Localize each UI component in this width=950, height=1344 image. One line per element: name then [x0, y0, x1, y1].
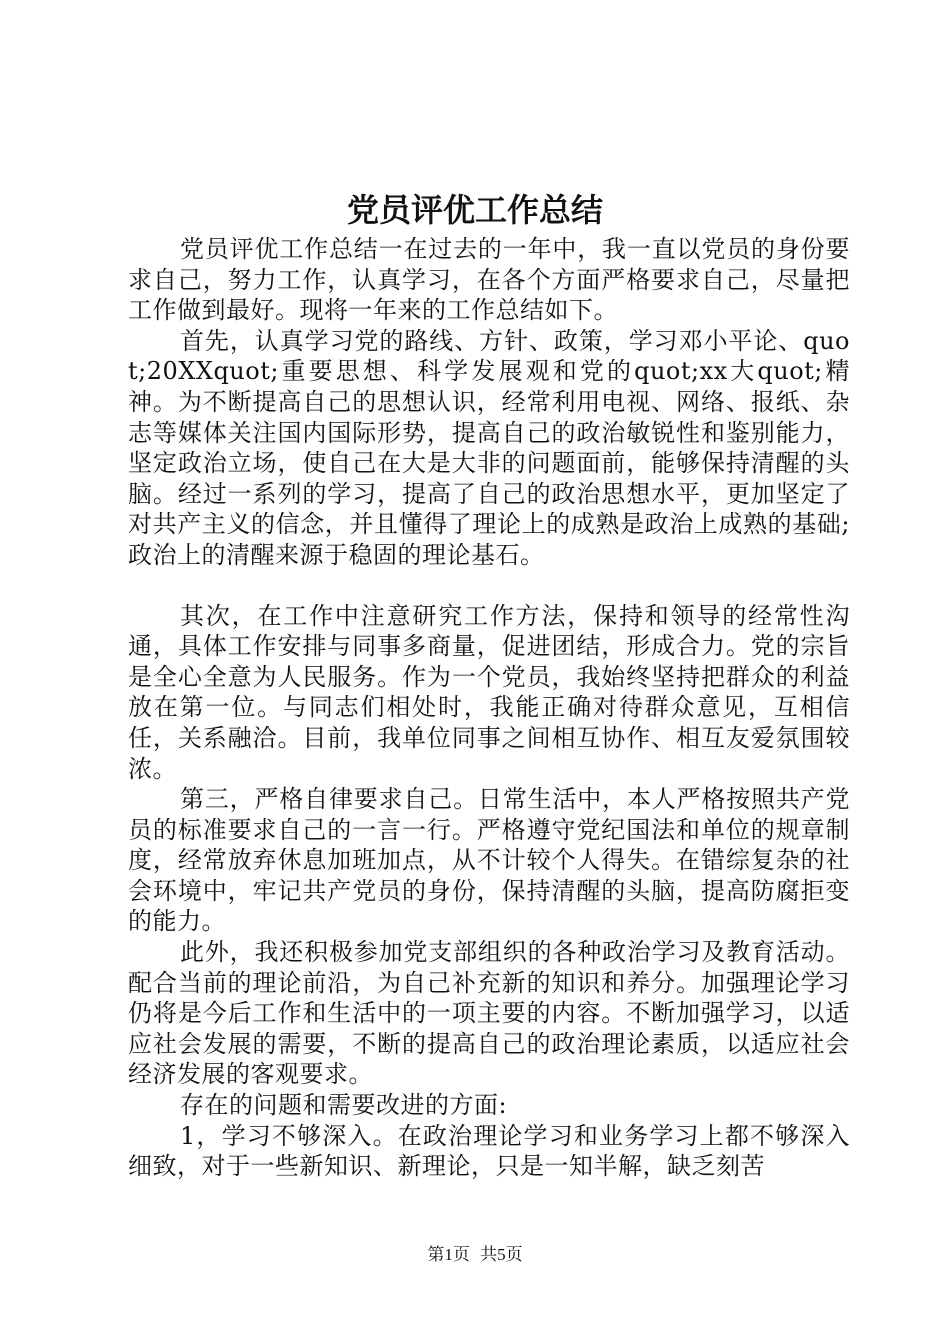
paragraph-third: 第三，严格自律要求自己。日常生活中，本人严格按照共产党员的标准要求自己的一言一行。严格遵守党纪国法和单位的规章制度，经常放弃休息加班加点，从不计较个人得失。在错综复杂的社会环境中，牢记共产党员的身份，保持清醒的头脑，提高防腐拒变的能力。	[128, 785, 850, 936]
document-title: 党员评优工作总结	[346, 191, 603, 229]
paragraph-second: 其次，在工作中注意研究工作方法，保持和领导的经常性沟通，具体工作安排与同事多商量，促进团结，形成合力。党的宗旨是全心全意为人民服务。作为一个党员，我始终坚持把群众的利益放在第一位。与同志们相处时，我能正确对待群众意见，互相信任，关系融洽。目前，我单位同事之间相互协作、相互友爱氛围较浓。	[128, 601, 850, 783]
page-number: 第1页	[427, 1245, 470, 1264]
paragraph-first: 首先，认真学习党的路线、方针、政策，学习邓小平论、quot;20XXquot;重要思想、科学发展观和党的quot;xx大quot;精神。为不断提高自己的思想认识，经常利用电视、网络、报纸、杂志等媒体关注国内国际形势，提高自己的政治敏锐性和鉴别能力，坚定政治立场，使自己在大是大非的问题面前，能够保持清醒的头脑。经过一系列的学习，提高了自己的政治思想水平，更加坚定了对共产主义的信念，并且懂得了理论上的成熟是政治上成熟的基础;政治上的清醒来源于稳固的理论基石。	[128, 326, 850, 569]
page-total: 共5页	[480, 1245, 523, 1264]
document-body	[128, 234, 850, 1182]
page-footer	[0, 1244, 950, 1266]
paragraph-intro: 党员评优工作总结一在过去的一年中，我一直以党员的身份要求自己，努力工作，认真学习，在各个方面严格要求自己，尽量把工作做到最好。现将一年来的工作总结如下。	[128, 235, 850, 325]
paragraph-additional: 此外，我还积极参加党支部组织的各种政治学习及教育活动。配合当前的理论前沿，为自己补充新的知识和养分。加强理论学习仍将是今后工作和生活中的一项主要的内容。不断加强学习，以适应社会发展的需要，不断的提高自己的政治理论素质，以适应社会经济发展的客观要求。	[128, 938, 850, 1089]
paragraph-issues-heading: 存在的问题和需要改进的方面:	[180, 1091, 508, 1120]
paragraph-issue-1: 1，学习不够深入。在政治理论学习和业务学习上都不够深入细致，对于一些新知识、新理论，只是一知半解，缺乏刻苦	[128, 1121, 850, 1181]
